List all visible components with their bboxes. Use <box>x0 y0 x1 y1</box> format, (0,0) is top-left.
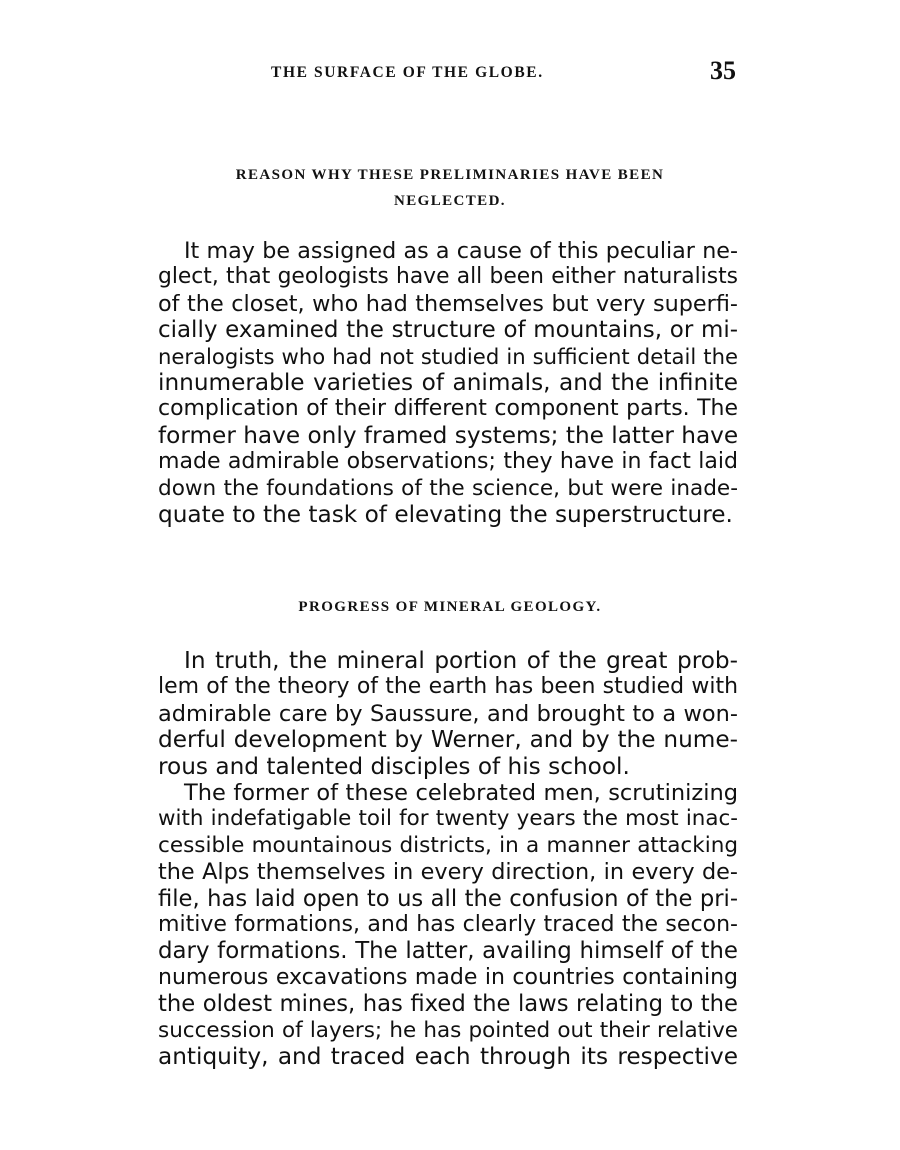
text-line: mitive formations, and has clearly traced the secon- <box>158 911 738 937</box>
text-line: numerous excavations made in countries containing <box>158 964 738 990</box>
text-line: antiquity, and traced each through its respective <box>158 1042 738 1070</box>
text-line: dary formations. The latter, availing himself of the <box>158 938 738 965</box>
text-line: the oldest mines, has fixed the laws relating to the <box>158 991 738 1018</box>
text-line: neralogists who had not studied in sufficient detail the <box>158 343 738 369</box>
section-heading-reason-line-2: NEGLECTED. <box>394 193 506 209</box>
paragraph-progress <box>158 648 738 780</box>
text-line: cessible mountainous districts, in a manner attacking <box>158 832 738 858</box>
text-line: complication of their different component parts. The <box>158 396 738 422</box>
text-line: of the closet, who had themselves but very superfi- <box>158 290 738 317</box>
paragraph-saussure-werner <box>158 780 738 1070</box>
text-line: the Alps themselves in every direction, in every de- <box>158 859 738 886</box>
section-heading-reason-line-1: REASON WHY THESE PRELIMINARIES HAVE BEEN <box>235 167 665 183</box>
text-line: cially examined the structure of mountains, or mi- <box>158 317 738 344</box>
text-line: It may be assigned as a cause of this peculiar ne- <box>184 238 738 264</box>
text-line: innumerable varieties of animals, and the infinite <box>158 368 738 396</box>
text-line: succession of layers; he has pointed out their relative <box>158 1017 738 1043</box>
text-line: made admirable observations; they have in fact laid <box>158 449 738 475</box>
text-line: rous and talented disciples of his school. <box>158 752 630 780</box>
text-line: file, has laid open to us all the confusion of the pri- <box>158 885 738 912</box>
running-title: THE SURFACE OF THE GLOBE. <box>271 64 544 81</box>
paragraph-reason <box>158 238 738 528</box>
text-line: The former of these celebrated men, scrutinizing <box>184 780 738 806</box>
text-line: quate to the task of elevating the superstructure. <box>158 500 733 528</box>
text-line: lem of the theory of the earth has been studied with <box>158 674 738 700</box>
page-number: 35 <box>710 56 736 85</box>
running-head <box>158 56 736 92</box>
text-line: former have only framed systems; the latter have <box>158 421 739 449</box>
text-line: with indefatigable toil for twenty years the most inac- <box>158 806 738 832</box>
text-line: down the foundations of the science, but were inade- <box>158 475 738 501</box>
text-line: admirable care by Saussure, and brought to a won- <box>158 700 738 727</box>
text-line: In truth, the mineral portion of the great prob- <box>184 647 738 674</box>
section-heading-progress: PROGRESS OF MINERAL GEOLOGY. <box>298 599 602 615</box>
text-line: derful development by Werner, and by the nume- <box>158 726 738 754</box>
text-line: glect, that geologists have all been either naturalists <box>158 264 738 290</box>
